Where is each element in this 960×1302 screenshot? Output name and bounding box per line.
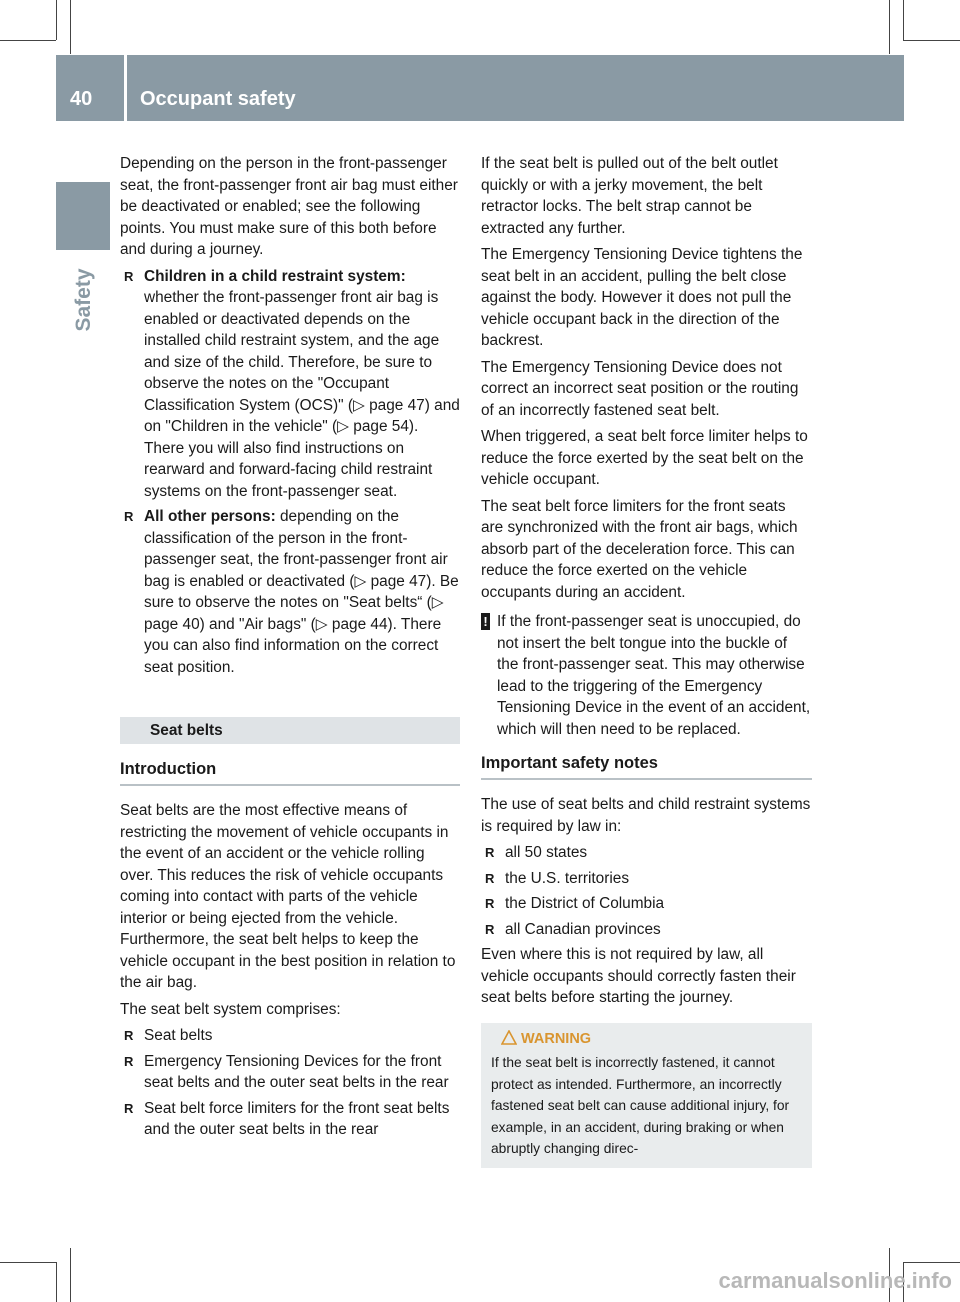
bullet-text: depending on the classification of the person in the front-passenger seat, the front-passenger front air bag is enabled or deactivated (▷ page 47). Be sure to observe the notes on "Seat belts“ (▷ page 40) and "Air bags" (▷ page 44). There you can also find information on the correct seat position. [144, 508, 459, 676]
body-paragraph: The seat belt system comprises: [120, 1000, 341, 1018]
warning-icon [501, 1030, 517, 1045]
intro-paragraph: Depending on the person in the front-passenger seat, the front-passenger front air bag must either be deactivated or enabled; see the following points. You must make sure of this both before and during a journey. [120, 155, 458, 258]
list-item: R all Canadian provinces [481, 919, 812, 941]
crop-mark [70, 1248, 71, 1302]
exclamation-icon: ! [481, 613, 490, 630]
crop-mark [56, 1262, 57, 1302]
warning-text: If the seat belt is incorrectly fastened, it cannot protect as intended. Furthermore, an incorrectly fastened seat belt can cause additional injury, for example, in an accident, during braking or when abruptly changing direc- [491, 1055, 790, 1156]
body-paragraph: The use of seat belts and child restraint systems is required by law in: [481, 796, 811, 835]
body-paragraph: Seat belts are the most effective means of restricting the movement of vehicle occupants in the event of an accident or the vehicle rolling over. This reduces the risk of vehicle occupants coming into contact with parts of the vehicle interior or being ejected from the vehicle. Furthermore, the seat belt helps to keep the vehicle occupant in the best position in relation to the air bag. [120, 802, 456, 991]
subsection-title: Important safety notes [481, 752, 812, 780]
header-divider [124, 55, 127, 121]
list-item: R all 50 states [481, 842, 812, 864]
bullet-heading: All other persons: [144, 508, 276, 525]
list-item: R the District of Columbia [481, 893, 812, 915]
body-paragraph: Even where this is not required by law, all vehicle occupants should correctly fasten their seat belts before starting the journey. [481, 946, 796, 1006]
list-item [120, 506, 460, 678]
crop-mark [903, 1262, 960, 1263]
watermark: carmanualsonline.info [718, 1268, 952, 1293]
body-paragraph: The seat belt force limiters for the front seats are synchronized with the front air bags, which absorb part of the deceleration force. This can reduce the force exerted on the vehicle occupants during an accident. [481, 497, 798, 601]
body-paragraph: When triggered, a seat belt force limiter helps to reduce the force exerted by the seat belt on the vehicle occupant. [481, 428, 808, 488]
left-column [120, 153, 460, 1145]
crop-mark [70, 0, 71, 54]
warning-heading [491, 1029, 802, 1051]
list-item: R the U.S. territories [481, 868, 812, 890]
list-item [120, 266, 460, 503]
warning-box [481, 1023, 812, 1168]
warning-title: WARNING [521, 1030, 592, 1047]
crop-mark [0, 1262, 56, 1263]
list-item: R Emergency Tensioning Devices for the front seat belts and the outer seat belts in the rear [120, 1051, 460, 1094]
list-item: R Seat belt force limiters for the front seat belts and the outer seat belts in the rear [120, 1098, 460, 1141]
side-tab-label: Safety [72, 268, 95, 332]
crop-mark [903, 0, 904, 40]
side-tab-block [56, 182, 110, 250]
body-paragraph: The Emergency Tensioning Device does not correct an incorrect seat position or the routing of an incorrectly fastened seat belt. [481, 358, 799, 419]
note [481, 611, 812, 740]
subsection-title: Introduction [120, 758, 460, 786]
body-paragraph: If the seat belt is pulled out of the belt outlet quickly or with a jerky movement, the belt retractor locks. The belt strap cannot be extracted any further. [481, 155, 778, 237]
crop-mark [889, 0, 890, 54]
page-title: Occupant safety [140, 88, 296, 110]
crop-mark [56, 0, 57, 40]
right-column [481, 153, 812, 1168]
page-number: 40 [70, 88, 93, 110]
note-text: If the front-passenger seat is unoccupied, do not insert the belt tongue into the buckle of the front-passenger seat. This may otherwise lead to the triggering of the Emergency Tensioning Device in the event of an accident, which will then need to be replaced. [497, 613, 811, 738]
section-title: Seat belts [120, 717, 460, 744]
crop-mark [903, 40, 960, 41]
crop-mark [0, 40, 56, 41]
bullet-text: whether the front-passenger front air bag is enabled or deactivated depends on the installed child restraint system, and the age and size of the child. Therefore, be sure to observe the notes on the "Occupant Classification System (OCS)" (▷ page 47) and on "Children in the vehicle" (▷ page 54). There you will also find instructions on rearward and forward-facing child restraint systems on the front-passenger seat. [144, 289, 460, 500]
body-paragraph: The Emergency Tensioning Device tightens the seat belt in an accident, pulling the belt close against the body. However it does not pull the vehicle occupant back in the direction of the backrest. [481, 246, 803, 349]
bullet-heading: Children in a child restraint system: [144, 267, 406, 285]
list-item: R Seat belts [120, 1025, 460, 1047]
